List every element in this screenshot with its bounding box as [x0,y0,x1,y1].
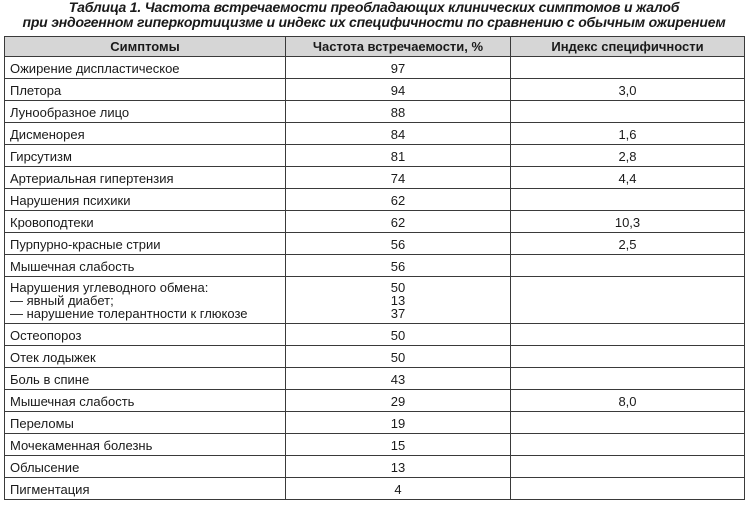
table-row [5,368,745,390]
frequency-value: 74 [390,171,406,186]
frequency-cell [286,189,511,211]
frequency-cell [286,145,511,167]
frequency-cell [286,478,511,500]
symptom-cell [5,346,286,368]
frequency-value: 94 [390,83,406,98]
symptom-cell [5,145,286,167]
symptom-cell [5,478,286,500]
specificity-index-cell [511,456,745,478]
frequency-value: 97 [390,61,406,76]
specificity-index-cell: 8,0 [511,390,745,412]
frequency-cell [286,434,511,456]
frequency-cell [286,167,511,189]
frequency-value: 37 [390,306,406,321]
specificity-index-cell [511,368,745,390]
symptom-text: Облысение [10,460,80,475]
caption-prefix: Таблица 1. [68,0,142,15]
specificity-index-cell: 2,5 [511,233,745,255]
table-row [5,189,745,211]
symptom-text: Переломы [10,416,74,431]
frequency-cell [286,79,511,101]
symptom-cell [5,101,286,123]
symptom-cell [5,277,286,324]
table-row [5,57,745,79]
frequency-value: 62 [390,193,406,208]
symptom-text: Мышечная слабость [10,259,135,274]
specificity-index-cell [511,324,745,346]
symptom-cell [5,412,286,434]
symptom-text: — нарушение толерантности к глюкозе [10,306,248,321]
table-row [5,211,745,233]
frequency-cell [286,346,511,368]
frequency-cell [286,277,511,324]
table-row [5,478,745,500]
frequency-value: 15 [390,438,406,453]
table-body [5,57,745,500]
table-row [5,390,745,412]
symptom-cell [5,255,286,277]
symptom-text: Лунообразное лицо [10,105,130,120]
frequency-cell [286,57,511,79]
frequency-value: 50 [390,328,406,343]
symptom-cell [5,57,286,79]
table-row [5,412,745,434]
table-row [5,255,745,277]
symptom-text: Нарушения углеводного обмена: [10,280,209,295]
symptoms-table [4,36,745,500]
table-row [5,233,745,255]
frequency-cell [286,123,511,145]
table-row [5,456,745,478]
symptom-cell [5,211,286,233]
symptom-text: Пурпурно-красные стрии [10,237,161,252]
symptom-text: Отек лодыжек [10,350,96,365]
symptom-text: Мочекаменная болезнь [10,438,153,453]
caption-title-line-1: Частота встречаемости преобладающих клинических симптомов и жалоб [144,0,680,15]
frequency-value: 4 [394,482,402,497]
frequency-value: 13 [390,460,406,475]
symptom-text: Ожирение диспластическое [10,61,180,76]
table-row [5,434,745,456]
frequency-cell [286,456,511,478]
symptom-cell [5,324,286,346]
specificity-index-cell: 3,0 [511,79,745,101]
symptom-cell [5,167,286,189]
table-row [5,277,745,324]
symptom-cell [5,368,286,390]
frequency-cell [286,368,511,390]
header-specificity-index: Индекс специфичности [511,37,745,57]
specificity-index-cell [511,189,745,211]
table-row [5,324,745,346]
frequency-cell [286,412,511,434]
symptom-text: Нарушения психики [10,193,131,208]
specificity-index-cell [511,434,745,456]
table-row [5,101,745,123]
frequency-value: 56 [390,259,406,274]
specificity-index-cell [511,255,745,277]
table-row [5,167,745,189]
specificity-index-cell [511,478,745,500]
frequency-cell [286,324,511,346]
symptom-text: Остеопороз [10,328,82,343]
specificity-index-cell [511,57,745,79]
table-row [5,123,745,145]
symptom-text: Плетора [10,83,62,98]
symptom-cell [5,123,286,145]
frequency-value: 84 [390,127,406,142]
symptom-text: Кровоподтеки [10,215,94,230]
symptom-text: Гирсутизм [10,149,72,164]
frequency-value: 50 [390,350,406,365]
header-symptoms: Симптомы [5,37,286,57]
specificity-index-cell [511,101,745,123]
frequency-cell [286,255,511,277]
specificity-index-cell: 1,6 [511,123,745,145]
symptom-cell [5,233,286,255]
frequency-value: 29 [390,394,406,409]
frequency-value: 50 [390,280,406,295]
frequency-value: 19 [390,416,406,431]
caption-line-1 [0,0,748,15]
specificity-index-cell: 4,4 [511,167,745,189]
symptom-cell [5,390,286,412]
symptom-text: Боль в спине [10,372,90,387]
frequency-value: 13 [390,293,406,308]
symptom-cell [5,189,286,211]
table-row [5,145,745,167]
specificity-index-cell [511,346,745,368]
specificity-index-cell [511,412,745,434]
symptom-cell [5,434,286,456]
table-header-row [5,37,745,57]
caption-title-line-2: при эндогенном гиперкортицизме и индекс их специфичности по сравнению с обычным ожирением [22,14,726,30]
symptom-text: Дисменорея [10,127,85,142]
symptom-text: Пигментация [10,482,90,497]
table-row [5,346,745,368]
symptom-cell [5,79,286,101]
symptom-text: Мышечная слабость [10,394,135,409]
symptom-cell [5,456,286,478]
frequency-value: 43 [390,372,406,387]
frequency-value: 81 [390,149,406,164]
header-frequency: Частота встречаемости, % [286,37,511,57]
frequency-value: 56 [390,237,406,252]
frequency-value: 88 [390,105,406,120]
specificity-index-cell [511,277,745,324]
symptom-text: — явный диабет; [10,293,114,308]
frequency-cell [286,211,511,233]
table-caption [0,0,748,30]
frequency-cell [286,390,511,412]
symptom-text: Артериальная гипертензия [10,171,174,186]
specificity-index-cell: 2,8 [511,145,745,167]
specificity-index-cell: 10,3 [511,211,745,233]
table-row [5,79,745,101]
frequency-value: 62 [390,215,406,230]
frequency-cell [286,101,511,123]
frequency-cell [286,233,511,255]
